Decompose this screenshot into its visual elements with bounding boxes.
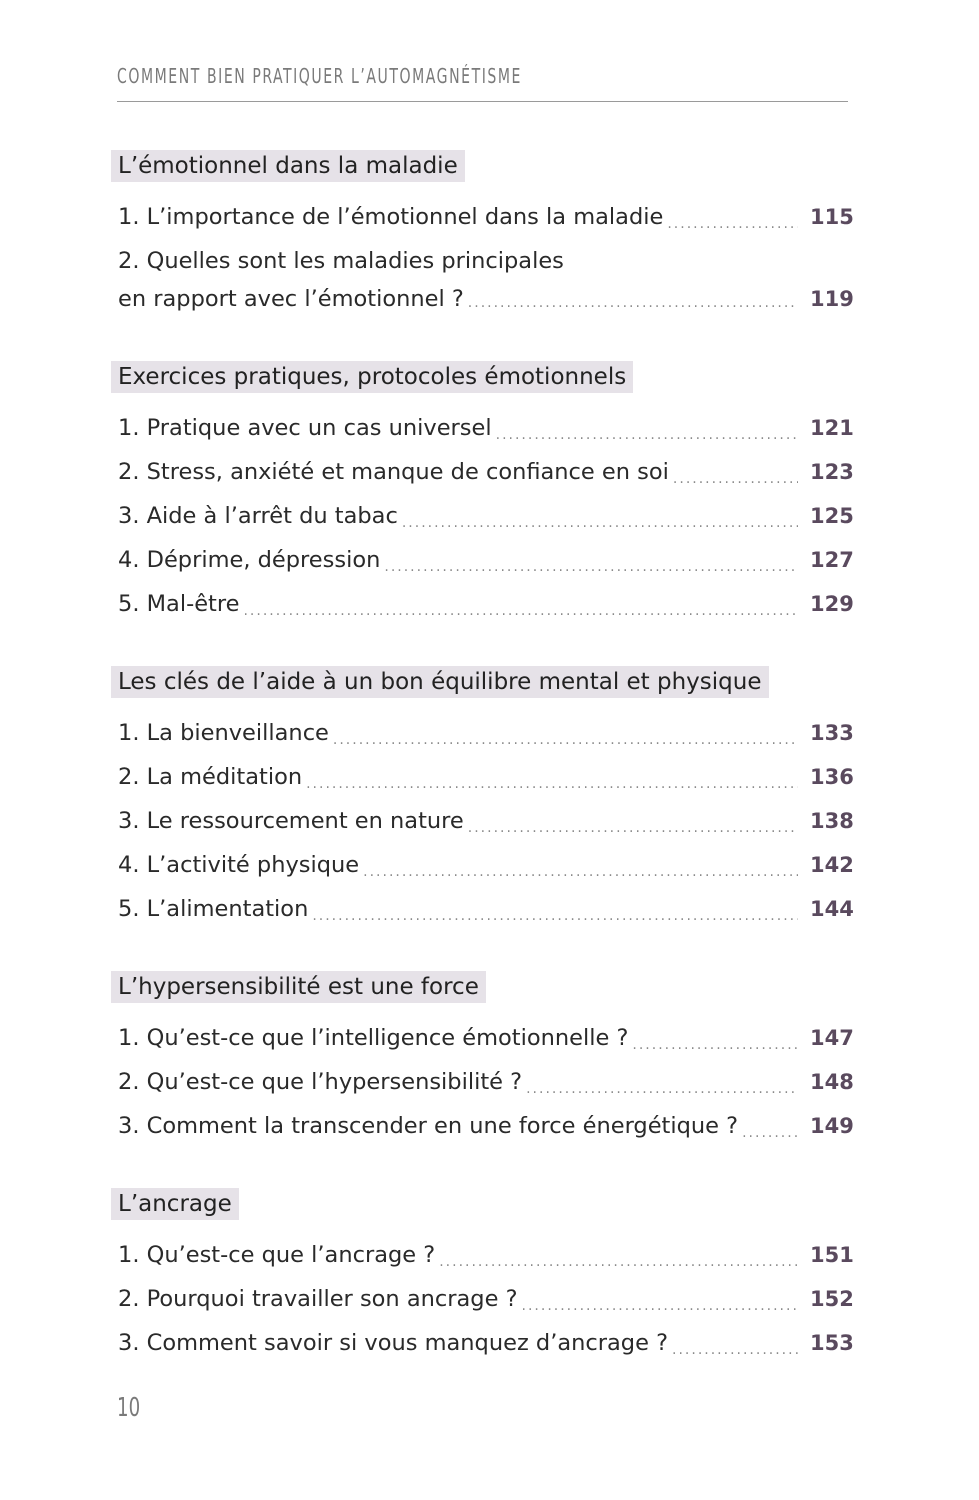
section-title: Exercices pratiques, protocoles émotionnels xyxy=(111,361,633,393)
toc-entry[interactable] xyxy=(111,1321,854,1365)
dot-leader xyxy=(742,1118,798,1148)
entry-page-number: 136 xyxy=(810,765,854,789)
entry-page-number: 142 xyxy=(810,853,854,877)
toc-entry[interactable] xyxy=(111,239,854,321)
running-head-text: COMMENT BIEN PRATIQUER L’AUTOMAGNÉTISME xyxy=(117,64,522,88)
toc-entry[interactable] xyxy=(111,406,854,450)
entry-label: 3. Comment la transcender en une force énergétique ? xyxy=(118,1113,739,1139)
entry-label: 2. Stress, anxiété et manque de confiance en soi xyxy=(118,459,669,485)
dot-leader xyxy=(667,209,798,239)
entry-label: 2. Qu’est-ce que l’hypersensibilité ? xyxy=(118,1069,523,1095)
toc-entry[interactable] xyxy=(111,1060,854,1104)
entry-page-number: 151 xyxy=(810,1243,854,1267)
entry-label: 4. Déprime, dépression xyxy=(118,547,381,573)
entry-page-number: 123 xyxy=(810,460,854,484)
dot-leader xyxy=(468,288,798,318)
entry-page-number: 147 xyxy=(810,1026,854,1050)
entry-page-number: 152 xyxy=(810,1287,854,1311)
entry-label: 4. L’activité physique xyxy=(118,852,360,878)
toc-entry[interactable] xyxy=(111,887,854,931)
entry-label: 1. La bienveillance xyxy=(118,720,329,746)
entry-label: 3. Le ressourcement en nature xyxy=(118,808,464,834)
entry-page-number: 115 xyxy=(810,205,854,229)
entry-page-number: 144 xyxy=(810,897,854,921)
toc-entry[interactable] xyxy=(111,1277,854,1321)
dot-leader xyxy=(333,725,798,755)
entry-page-number: 153 xyxy=(810,1331,854,1355)
entry-label-continued: en rapport avec l’émotionnel ? xyxy=(118,286,464,312)
entry-label: 1. L’importance de l’émotionnel dans la maladie xyxy=(118,204,664,230)
dot-leader xyxy=(496,420,798,450)
running-head xyxy=(117,64,848,102)
entry-label: 2. La méditation xyxy=(118,764,303,790)
toc-entry[interactable] xyxy=(111,755,854,799)
entry-page-number: 119 xyxy=(810,287,854,311)
entry-label: 1. Qu’est-ce que l’intelligence émotionnelle ? xyxy=(118,1025,629,1051)
entry-page-number: 125 xyxy=(810,504,854,528)
toc-entry[interactable] xyxy=(111,1233,854,1277)
entry-page-number: 149 xyxy=(810,1114,854,1138)
dot-leader xyxy=(672,1335,798,1365)
dot-leader xyxy=(306,769,798,799)
toc-section xyxy=(111,1188,854,1365)
toc-entry[interactable] xyxy=(111,195,854,239)
table-of-contents xyxy=(111,150,854,1405)
dot-leader xyxy=(632,1030,798,1060)
entry-label: 2. Pourquoi travailler son ancrage ? xyxy=(118,1286,518,1312)
toc-entry[interactable] xyxy=(111,582,854,626)
toc-section xyxy=(111,666,854,931)
toc-section xyxy=(111,361,854,626)
dot-leader xyxy=(439,1247,798,1277)
entry-label: 3. Aide à l’arrêt du tabac xyxy=(118,503,398,529)
entry-page-number: 121 xyxy=(810,416,854,440)
dot-leader xyxy=(402,508,798,538)
section-title: L’hypersensibilité est une force xyxy=(111,971,486,1003)
entry-page-number: 129 xyxy=(810,592,854,616)
dot-leader xyxy=(384,552,798,582)
entry-page-number: 138 xyxy=(810,809,854,833)
toc-entry[interactable] xyxy=(111,1104,854,1148)
dot-leader xyxy=(673,464,798,494)
entry-label: 5. Mal-être xyxy=(118,591,240,617)
entry-label: 5. L’alimentation xyxy=(118,896,309,922)
dot-leader xyxy=(526,1074,798,1104)
toc-entry[interactable] xyxy=(111,494,854,538)
toc-entry[interactable] xyxy=(111,1016,854,1060)
entry-label: 1. Pratique avec un cas universel xyxy=(118,415,492,441)
section-title: L’ancrage xyxy=(111,1188,239,1220)
dot-leader xyxy=(363,857,798,887)
dot-leader xyxy=(312,901,798,931)
page-number: 10 xyxy=(117,1393,141,1423)
toc-entry[interactable] xyxy=(111,538,854,582)
toc-entry[interactable] xyxy=(111,843,854,887)
toc-entry[interactable] xyxy=(111,799,854,843)
toc-entry[interactable] xyxy=(111,711,854,755)
toc-entry[interactable] xyxy=(111,450,854,494)
dot-leader xyxy=(243,596,798,626)
entry-page-number: 133 xyxy=(810,721,854,745)
toc-section xyxy=(111,971,854,1148)
section-title: L’émotionnel dans la maladie xyxy=(111,150,465,182)
entry-label: 1. Qu’est-ce que l’ancrage ? xyxy=(118,1242,436,1268)
toc-section xyxy=(111,150,854,321)
entry-page-number: 148 xyxy=(810,1070,854,1094)
dot-leader xyxy=(468,813,798,843)
section-title: Les clés de l’aide à un bon équilibre mental et physique xyxy=(111,666,769,698)
entry-page-number: 127 xyxy=(810,548,854,572)
entry-label: 3. Comment savoir si vous manquez d’ancrage ? xyxy=(118,1330,669,1356)
dot-leader xyxy=(522,1291,798,1321)
entry-label: 2. Quelles sont les maladies principales xyxy=(118,248,564,274)
